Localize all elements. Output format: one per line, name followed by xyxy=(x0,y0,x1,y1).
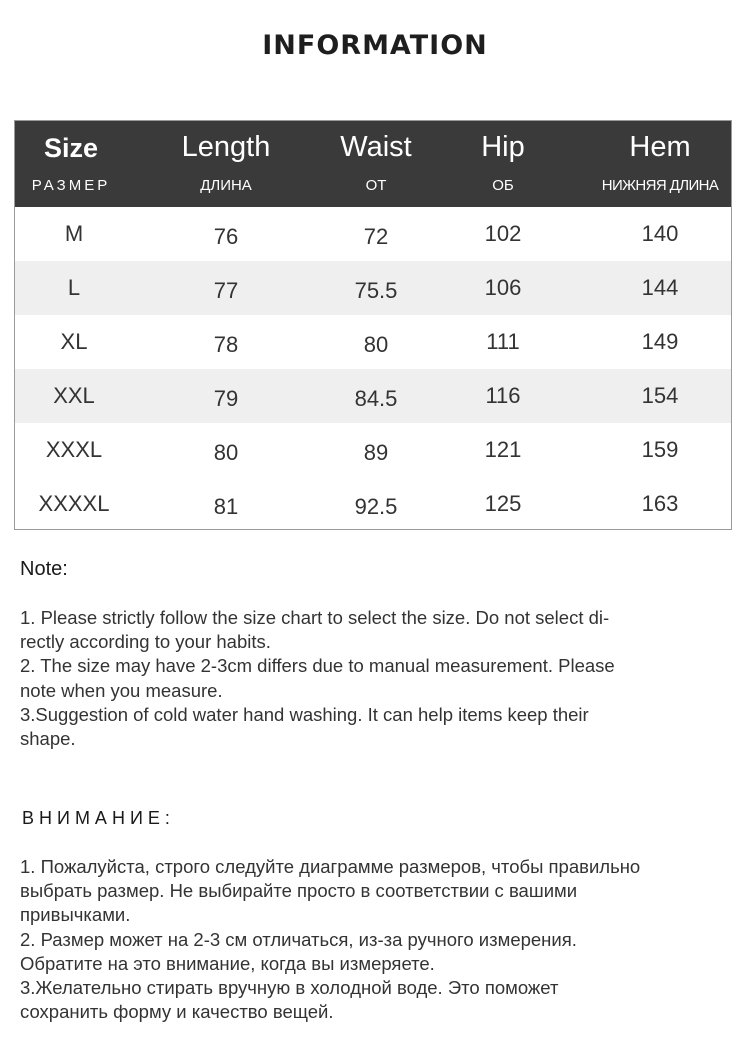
attention-line: Обратите на это внимание, когда вы измеряете. xyxy=(20,952,435,974)
header-waist xyxy=(311,121,441,207)
size-chart-table xyxy=(14,120,732,530)
cell-hem: 154 xyxy=(641,383,679,408)
cell-length: 76 xyxy=(213,224,239,249)
cell-length: 78 xyxy=(213,332,239,357)
header-hip-en: Hip xyxy=(481,131,525,163)
attention-line: сохранить форму и качество вещей. xyxy=(20,1001,334,1023)
cell-length: 81 xyxy=(213,494,239,519)
note-text xyxy=(20,606,720,751)
header-hem-ru: НИЖНЯЯ ДЛИНА xyxy=(601,177,719,194)
cell-hip: 102 xyxy=(484,221,522,246)
cell-hem: 144 xyxy=(641,275,679,300)
cell-size: L xyxy=(67,275,81,300)
header-hip xyxy=(451,121,555,207)
cell-size: XL xyxy=(60,329,88,354)
cell-size: XXL xyxy=(53,383,95,408)
cell-waist: 92.5 xyxy=(354,494,398,519)
note-line: note when you measure. xyxy=(20,679,223,701)
header-size-en: Size xyxy=(43,133,99,163)
table-row xyxy=(15,261,731,315)
header-hip-ru: ОБ xyxy=(492,177,514,194)
attention-line: 3.Желательно стирать вручную в холодной воде. Это поможет xyxy=(20,977,559,999)
cell-hem: 159 xyxy=(641,437,679,462)
cell-waist: 75.5 xyxy=(354,278,398,303)
header-length-ru: ДЛИНА xyxy=(200,177,252,194)
header-size-ru: РАЗМЕР xyxy=(31,177,111,194)
cell-length: 77 xyxy=(213,278,239,303)
cell-length: 80 xyxy=(213,440,239,465)
note-line: rectly according to your habits. xyxy=(20,631,271,653)
note-line: shape. xyxy=(20,728,76,750)
cell-hip: 116 xyxy=(485,383,521,408)
cell-hem: 163 xyxy=(641,491,679,516)
cell-waist: 80 xyxy=(363,332,389,357)
page-title: INFORMATION xyxy=(262,30,488,61)
cell-waist: 72 xyxy=(363,224,389,249)
cell-length: 79 xyxy=(213,386,239,411)
cell-hip: 125 xyxy=(484,491,522,516)
cell-size: XXXXL xyxy=(38,491,110,516)
header-size xyxy=(15,121,127,207)
note-line: 1. Please strictly follow the size chart to select the size. Do not select di- xyxy=(20,607,610,628)
table-row xyxy=(15,207,731,261)
attention-line: 2. Размер может на 2-3 см отличаться, из-за ручного измерения. xyxy=(20,928,577,950)
header-length xyxy=(161,121,291,207)
attention-heading: ВНИМАНИЕ: xyxy=(22,808,175,828)
table-row xyxy=(15,315,731,369)
header-hem-en: Hem xyxy=(629,131,691,163)
attention-line: 1. Пожалуйста, строго следуйте диаграмме размеров, чтобы правильно xyxy=(20,856,641,877)
note-line: 2. The size may have 2-3cm differs due to manual measurement. Please xyxy=(20,655,615,677)
cell-waist: 89 xyxy=(363,440,389,465)
attention-text xyxy=(20,855,720,1024)
cell-hem: 140 xyxy=(641,221,679,246)
attention-line: выбрать размер. Не выбирайте просто в соответствии с вашими xyxy=(20,880,578,902)
table-row xyxy=(15,369,731,423)
note-line: 3.Suggestion of cold water hand washing. It can help items keep their xyxy=(20,703,589,725)
cell-waist: 84.5 xyxy=(354,386,398,411)
attention-line: привычками. xyxy=(20,904,131,926)
table-header xyxy=(15,121,731,207)
cell-hem: 149 xyxy=(641,329,679,354)
cell-hip: 111 xyxy=(486,329,520,354)
table-row xyxy=(15,423,731,477)
header-length-en: Length xyxy=(181,131,271,163)
cell-size: M xyxy=(64,221,84,246)
header-waist-ru: ОТ xyxy=(365,177,387,194)
cell-size: XXXL xyxy=(45,437,103,462)
table-row xyxy=(15,477,731,531)
header-hem xyxy=(585,121,735,207)
note-heading: Note: xyxy=(20,558,68,580)
cell-hip: 121 xyxy=(484,437,522,462)
cell-hip: 106 xyxy=(484,275,522,300)
header-waist-en: Waist xyxy=(340,131,412,163)
